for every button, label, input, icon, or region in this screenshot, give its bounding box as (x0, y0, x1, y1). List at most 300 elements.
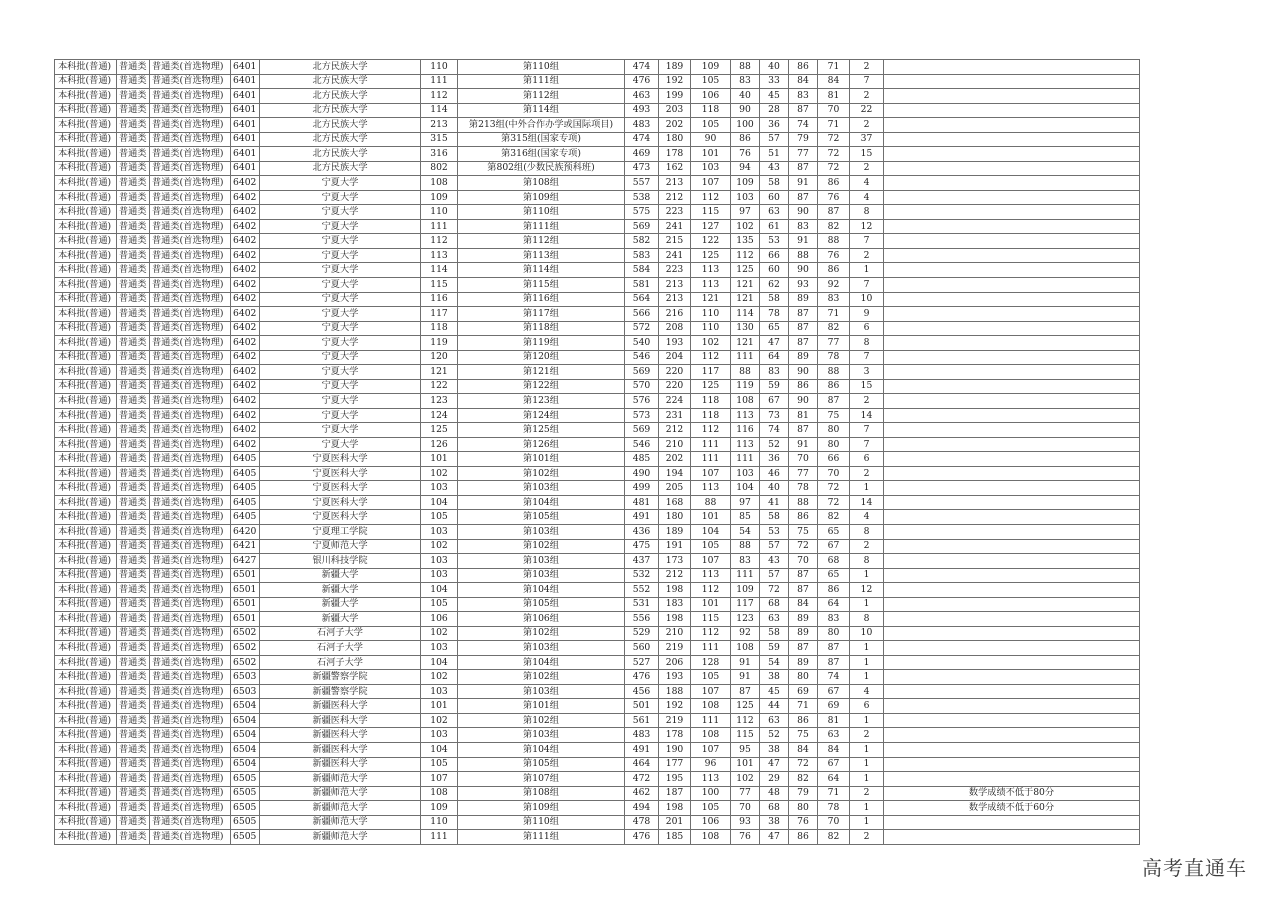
cell-chemistry-score: 41 (760, 495, 789, 510)
cell-foreign-language-score: 111 (691, 641, 731, 656)
cell-biology-score: 87 (789, 103, 818, 118)
table-row (55, 307, 1140, 322)
cell-chinese-math-score: 180 (659, 132, 691, 147)
cell-biology-score: 84 (789, 742, 818, 757)
table-row (55, 597, 1140, 612)
cell-batch: 本科批(普通) (55, 554, 117, 569)
cell-school-name: 新疆师范大学 (260, 815, 421, 830)
cell-biology-score: 76 (789, 815, 818, 830)
cell-school-code: 6504 (231, 713, 260, 728)
cell-group-name: 第109组 (458, 801, 625, 816)
cell-subject-type: 普通类(首选物理) (150, 423, 231, 438)
cell-batch: 本科批(普通) (55, 684, 117, 699)
cell-category: 普通类 (117, 234, 150, 249)
cell-physics-score: 102 (731, 772, 760, 787)
cell-biology-score: 72 (789, 539, 818, 554)
cell-chemistry-score: 52 (760, 437, 789, 452)
cell-school-code: 6421 (231, 539, 260, 554)
cell-subject-type: 普通类(首选物理) (150, 626, 231, 641)
cell-politics-score: 70 (818, 103, 850, 118)
cell-total-score: 494 (625, 801, 659, 816)
cell-subject-type: 普通类(首选物理) (150, 307, 231, 322)
cell-school-name: 宁夏大学 (260, 408, 421, 423)
cell-category: 普通类 (117, 176, 150, 191)
cell-chinese-math-score: 183 (659, 597, 691, 612)
cell-chinese-math-score: 241 (659, 248, 691, 263)
cell-subject-type: 普通类(首选物理) (150, 60, 231, 75)
table-row (55, 176, 1140, 191)
cell-chemistry-score: 60 (760, 190, 789, 205)
cell-school-code: 6502 (231, 626, 260, 641)
cell-batch: 本科批(普通) (55, 292, 117, 307)
cell-subject-type: 普通类(首选物理) (150, 147, 231, 162)
cell-category: 普通类 (117, 597, 150, 612)
cell-school-code: 6427 (231, 554, 260, 569)
cell-batch: 本科批(普通) (55, 510, 117, 525)
cell-foreign-language-score: 111 (691, 452, 731, 467)
cell-total-score: 564 (625, 292, 659, 307)
cell-category: 普通类 (117, 786, 150, 801)
cell-plan-count: 1 (850, 772, 884, 787)
cell-plan-count: 15 (850, 147, 884, 162)
cell-school-code: 6402 (231, 437, 260, 452)
cell-total-score: 561 (625, 713, 659, 728)
cell-category: 普通类 (117, 292, 150, 307)
cell-batch: 本科批(普通) (55, 481, 117, 496)
cell-politics-score: 84 (818, 742, 850, 757)
cell-foreign-language-score: 106 (691, 815, 731, 830)
cell-remark (884, 176, 1140, 191)
cell-remark (884, 263, 1140, 278)
cell-category: 普通类 (117, 219, 150, 234)
table-row (55, 60, 1140, 75)
cell-politics-score: 81 (818, 89, 850, 104)
cell-remark (884, 74, 1140, 89)
cell-physics-score: 101 (731, 757, 760, 772)
cell-biology-score: 77 (789, 147, 818, 162)
cell-group-name: 第104组 (458, 583, 625, 598)
cell-total-score: 546 (625, 350, 659, 365)
cell-category: 普通类 (117, 713, 150, 728)
cell-chinese-math-score: 220 (659, 379, 691, 394)
cell-foreign-language-score: 113 (691, 772, 731, 787)
table-row (55, 350, 1140, 365)
cell-batch: 本科批(普通) (55, 583, 117, 598)
cell-biology-score: 79 (789, 786, 818, 801)
cell-group-code: 213 (421, 118, 458, 133)
cell-total-score: 491 (625, 742, 659, 757)
cell-biology-score: 89 (789, 612, 818, 627)
cell-school-name: 新疆警察学院 (260, 684, 421, 699)
cell-chinese-math-score: 203 (659, 103, 691, 118)
cell-biology-score: 80 (789, 801, 818, 816)
table-row (55, 147, 1140, 162)
cell-biology-score: 70 (789, 554, 818, 569)
cell-school-code: 6401 (231, 132, 260, 147)
cell-chemistry-score: 45 (760, 89, 789, 104)
cell-subject-type: 普通类(首选物理) (150, 248, 231, 263)
cell-foreign-language-score: 118 (691, 103, 731, 118)
cell-batch: 本科批(普通) (55, 525, 117, 540)
cell-group-code: 114 (421, 103, 458, 118)
cell-group-name: 第102组 (458, 670, 625, 685)
cell-remark (884, 554, 1140, 569)
cell-school-name: 新疆师范大学 (260, 830, 421, 845)
cell-foreign-language-score: 108 (691, 830, 731, 845)
cell-batch: 本科批(普通) (55, 597, 117, 612)
cell-remark (884, 830, 1140, 845)
cell-plan-count: 1 (850, 263, 884, 278)
cell-chinese-math-score: 202 (659, 118, 691, 133)
cell-school-code: 6505 (231, 801, 260, 816)
cell-plan-count: 8 (850, 554, 884, 569)
cell-group-name: 第120组 (458, 350, 625, 365)
cell-foreign-language-score: 118 (691, 394, 731, 409)
cell-school-name: 宁夏大学 (260, 190, 421, 205)
cell-group-name: 第115组 (458, 277, 625, 292)
cell-category: 普通类 (117, 801, 150, 816)
cell-chemistry-score: 68 (760, 597, 789, 612)
table-row (55, 583, 1140, 598)
cell-school-code: 6402 (231, 219, 260, 234)
cell-foreign-language-score: 107 (691, 176, 731, 191)
cell-batch: 本科批(普通) (55, 176, 117, 191)
cell-chinese-math-score: 198 (659, 612, 691, 627)
cell-category: 普通类 (117, 699, 150, 714)
cell-subject-type: 普通类(首选物理) (150, 612, 231, 627)
cell-group-name: 第119组 (458, 336, 625, 351)
cell-biology-score: 91 (789, 437, 818, 452)
cell-total-score: 557 (625, 176, 659, 191)
cell-subject-type: 普通类(首选物理) (150, 583, 231, 598)
cell-foreign-language-score: 117 (691, 365, 731, 380)
cell-chinese-math-score: 210 (659, 626, 691, 641)
cell-subject-type: 普通类(首选物理) (150, 161, 231, 176)
cell-subject-type: 普通类(首选物理) (150, 365, 231, 380)
cell-remark (884, 437, 1140, 452)
cell-chemistry-score: 38 (760, 670, 789, 685)
cell-plan-count: 6 (850, 699, 884, 714)
cell-total-score: 464 (625, 757, 659, 772)
cell-group-name: 第103组 (458, 568, 625, 583)
cell-chemistry-score: 61 (760, 219, 789, 234)
cell-chinese-math-score: 206 (659, 655, 691, 670)
cell-remark (884, 481, 1140, 496)
cell-chemistry-score: 33 (760, 74, 789, 89)
cell-school-name: 石河子大学 (260, 626, 421, 641)
cell-chemistry-score: 47 (760, 336, 789, 351)
cell-plan-count: 1 (850, 655, 884, 670)
cell-category: 普通类 (117, 612, 150, 627)
cell-physics-score: 83 (731, 554, 760, 569)
cell-group-name: 第105组 (458, 757, 625, 772)
table-row (55, 510, 1140, 525)
table-row (55, 89, 1140, 104)
cell-group-name: 第103组 (458, 684, 625, 699)
cell-school-name: 新疆警察学院 (260, 670, 421, 685)
cell-batch: 本科批(普通) (55, 452, 117, 467)
cell-total-score: 532 (625, 568, 659, 583)
cell-chemistry-score: 47 (760, 757, 789, 772)
cell-category: 普通类 (117, 60, 150, 75)
cell-chemistry-score: 83 (760, 365, 789, 380)
cell-total-score: 476 (625, 830, 659, 845)
cell-group-code: 108 (421, 786, 458, 801)
table-row (55, 830, 1140, 845)
cell-physics-score: 114 (731, 307, 760, 322)
cell-biology-score: 91 (789, 176, 818, 191)
cell-total-score: 493 (625, 103, 659, 118)
cell-school-code: 6504 (231, 728, 260, 743)
cell-batch: 本科批(普通) (55, 219, 117, 234)
cell-category: 普通类 (117, 103, 150, 118)
cell-total-score: 483 (625, 728, 659, 743)
cell-category: 普通类 (117, 641, 150, 656)
cell-physics-score: 102 (731, 219, 760, 234)
cell-politics-score: 71 (818, 307, 850, 322)
cell-chinese-math-score: 180 (659, 510, 691, 525)
cell-school-name: 宁夏大学 (260, 234, 421, 249)
cell-biology-score: 87 (789, 307, 818, 322)
cell-foreign-language-score: 112 (691, 423, 731, 438)
cell-chemistry-score: 63 (760, 205, 789, 220)
cell-subject-type: 普通类(首选物理) (150, 801, 231, 816)
cell-school-code: 6405 (231, 510, 260, 525)
cell-category: 普通类 (117, 161, 150, 176)
cell-physics-score: 88 (731, 539, 760, 554)
cell-foreign-language-score: 112 (691, 350, 731, 365)
cell-remark (884, 525, 1140, 540)
cell-group-code: 118 (421, 321, 458, 336)
cell-school-name: 新疆师范大学 (260, 786, 421, 801)
cell-school-code: 6502 (231, 641, 260, 656)
cell-physics-score: 115 (731, 728, 760, 743)
cell-chemistry-score: 65 (760, 321, 789, 336)
cell-school-name: 宁夏大学 (260, 277, 421, 292)
cell-group-name: 第101组 (458, 699, 625, 714)
cell-subject-type: 普通类(首选物理) (150, 74, 231, 89)
cell-group-name: 第102组 (458, 539, 625, 554)
cell-chemistry-score: 48 (760, 786, 789, 801)
cell-total-score: 575 (625, 205, 659, 220)
cell-school-name: 宁夏医科大学 (260, 481, 421, 496)
cell-chemistry-score: 58 (760, 510, 789, 525)
table-row (55, 408, 1140, 423)
cell-physics-score: 119 (731, 379, 760, 394)
cell-remark (884, 626, 1140, 641)
cell-politics-score: 68 (818, 554, 850, 569)
cell-remark (884, 89, 1140, 104)
cell-school-name: 新疆医科大学 (260, 728, 421, 743)
cell-chinese-math-score: 213 (659, 176, 691, 191)
cell-chemistry-score: 54 (760, 655, 789, 670)
cell-subject-type: 普通类(首选物理) (150, 132, 231, 147)
cell-plan-count: 4 (850, 684, 884, 699)
cell-school-name: 宁夏大学 (260, 321, 421, 336)
cell-foreign-language-score: 101 (691, 147, 731, 162)
cell-school-name: 北方民族大学 (260, 147, 421, 162)
cell-school-code: 6505 (231, 772, 260, 787)
cell-biology-score: 90 (789, 394, 818, 409)
cell-foreign-language-score: 90 (691, 132, 731, 147)
cell-physics-score: 112 (731, 248, 760, 263)
cell-physics-score: 91 (731, 655, 760, 670)
cell-batch: 本科批(普通) (55, 74, 117, 89)
cell-subject-type: 普通类(首选物理) (150, 277, 231, 292)
cell-category: 普通类 (117, 118, 150, 133)
cell-foreign-language-score: 107 (691, 554, 731, 569)
cell-group-code: 103 (421, 554, 458, 569)
cell-group-code: 102 (421, 670, 458, 685)
cell-chemistry-score: 58 (760, 176, 789, 191)
cell-physics-score: 135 (731, 234, 760, 249)
cell-politics-score: 77 (818, 336, 850, 351)
cell-total-score: 474 (625, 132, 659, 147)
cell-politics-score: 64 (818, 597, 850, 612)
table-row (55, 103, 1140, 118)
cell-politics-score: 65 (818, 525, 850, 540)
cell-total-score: 582 (625, 234, 659, 249)
cell-category: 普通类 (117, 830, 150, 845)
cell-category: 普通类 (117, 350, 150, 365)
cell-chinese-math-score: 219 (659, 641, 691, 656)
cell-group-name: 第110组 (458, 815, 625, 830)
admission-score-table (54, 59, 1140, 845)
cell-biology-score: 72 (789, 757, 818, 772)
table-row (55, 757, 1140, 772)
cell-category: 普通类 (117, 408, 150, 423)
cell-total-score: 531 (625, 597, 659, 612)
cell-group-name: 第105组 (458, 510, 625, 525)
cell-chinese-math-score: 190 (659, 742, 691, 757)
cell-physics-score: 76 (731, 147, 760, 162)
cell-group-code: 105 (421, 757, 458, 772)
cell-subject-type: 普通类(首选物理) (150, 176, 231, 191)
cell-remark (884, 336, 1140, 351)
cell-chinese-math-score: 216 (659, 307, 691, 322)
cell-batch: 本科批(普通) (55, 307, 117, 322)
cell-physics-score: 87 (731, 684, 760, 699)
cell-physics-score: 88 (731, 365, 760, 380)
cell-politics-score: 80 (818, 423, 850, 438)
cell-batch: 本科批(普通) (55, 205, 117, 220)
cell-subject-type: 普通类(首选物理) (150, 234, 231, 249)
cell-group-code: 117 (421, 307, 458, 322)
table-row (55, 219, 1140, 234)
cell-group-code: 103 (421, 641, 458, 656)
cell-school-name: 宁夏大学 (260, 219, 421, 234)
cell-plan-count: 2 (850, 786, 884, 801)
cell-group-code: 103 (421, 481, 458, 496)
cell-biology-score: 86 (789, 510, 818, 525)
cell-school-code: 6402 (231, 292, 260, 307)
cell-foreign-language-score: 88 (691, 495, 731, 510)
cell-plan-count: 14 (850, 408, 884, 423)
cell-remark (884, 423, 1140, 438)
cell-total-score: 478 (625, 815, 659, 830)
cell-chemistry-score: 44 (760, 699, 789, 714)
cell-subject-type: 普通类(首选物理) (150, 554, 231, 569)
table-row (55, 539, 1140, 554)
cell-physics-score: 77 (731, 786, 760, 801)
cell-total-score: 527 (625, 655, 659, 670)
cell-politics-score: 87 (818, 205, 850, 220)
cell-group-name: 第104组 (458, 655, 625, 670)
table-row (55, 423, 1140, 438)
cell-foreign-language-score: 107 (691, 742, 731, 757)
cell-batch: 本科批(普通) (55, 699, 117, 714)
cell-physics-score: 97 (731, 495, 760, 510)
cell-category: 普通类 (117, 365, 150, 380)
cell-chemistry-score: 72 (760, 583, 789, 598)
cell-plan-count: 1 (850, 641, 884, 656)
cell-subject-type: 普通类(首选物理) (150, 539, 231, 554)
cell-category: 普通类 (117, 757, 150, 772)
cell-group-name: 第101组 (458, 452, 625, 467)
cell-plan-count: 22 (850, 103, 884, 118)
cell-total-score: 490 (625, 466, 659, 481)
cell-school-name: 宁夏大学 (260, 394, 421, 409)
cell-total-score: 529 (625, 626, 659, 641)
table-row (55, 481, 1140, 496)
cell-subject-type: 普通类(首选物理) (150, 699, 231, 714)
cell-foreign-language-score: 115 (691, 205, 731, 220)
cell-physics-score: 97 (731, 205, 760, 220)
cell-biology-score: 87 (789, 336, 818, 351)
cell-group-name: 第105组 (458, 597, 625, 612)
cell-group-code: 104 (421, 655, 458, 670)
cell-biology-score: 89 (789, 655, 818, 670)
cell-plan-count: 4 (850, 510, 884, 525)
cell-plan-count: 7 (850, 234, 884, 249)
cell-politics-score: 80 (818, 437, 850, 452)
cell-physics-score: 113 (731, 437, 760, 452)
table-row (55, 815, 1140, 830)
table-row (55, 641, 1140, 656)
cell-physics-score: 100 (731, 118, 760, 133)
cell-chinese-math-score: 241 (659, 219, 691, 234)
cell-total-score: 501 (625, 699, 659, 714)
cell-subject-type: 普通类(首选物理) (150, 263, 231, 278)
cell-group-name: 第103组 (458, 641, 625, 656)
cell-plan-count: 1 (850, 568, 884, 583)
cell-physics-score: 108 (731, 641, 760, 656)
cell-school-code: 6503 (231, 684, 260, 699)
cell-biology-score: 91 (789, 234, 818, 249)
cell-school-code: 6402 (231, 234, 260, 249)
cell-politics-score: 82 (818, 219, 850, 234)
cell-school-name: 北方民族大学 (260, 103, 421, 118)
cell-chinese-math-score: 189 (659, 60, 691, 75)
cell-plan-count: 7 (850, 74, 884, 89)
cell-plan-count: 2 (850, 830, 884, 845)
cell-group-code: 120 (421, 350, 458, 365)
cell-school-code: 6405 (231, 466, 260, 481)
cell-politics-score: 66 (818, 452, 850, 467)
cell-biology-score: 81 (789, 408, 818, 423)
cell-foreign-language-score: 106 (691, 89, 731, 104)
cell-school-code: 6402 (231, 205, 260, 220)
cell-foreign-language-score: 121 (691, 292, 731, 307)
cell-foreign-language-score: 105 (691, 539, 731, 554)
cell-foreign-language-score: 115 (691, 612, 731, 627)
cell-plan-count: 2 (850, 248, 884, 263)
cell-biology-score: 87 (789, 641, 818, 656)
cell-group-code: 104 (421, 742, 458, 757)
cell-physics-score: 92 (731, 626, 760, 641)
cell-biology-score: 93 (789, 277, 818, 292)
cell-subject-type: 普通类(首选物理) (150, 597, 231, 612)
